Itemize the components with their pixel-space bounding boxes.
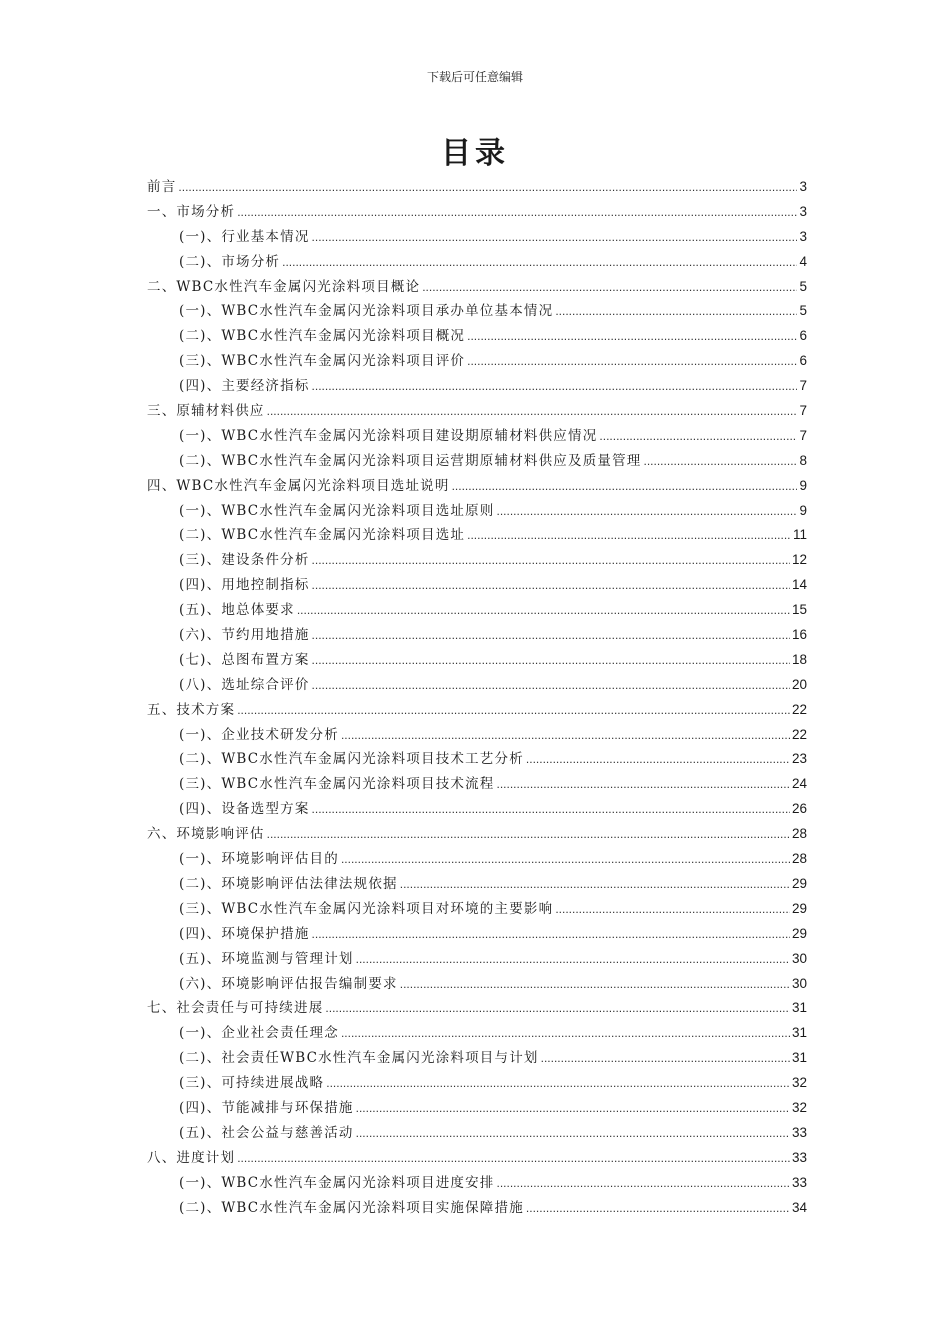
toc-entry-label: (二)、市场分析 <box>179 253 281 270</box>
toc-entry-page: 8 <box>799 452 807 468</box>
toc-entry-page: 31 <box>791 1025 807 1041</box>
dot-leader <box>237 205 797 219</box>
toc-entry-page: 5 <box>799 278 807 294</box>
dot-leader <box>312 379 798 393</box>
dot-leader <box>312 927 790 941</box>
toc-entry-page: 9 <box>799 502 807 518</box>
dot-leader <box>267 404 798 418</box>
toc-entry[interactable] <box>147 175 807 200</box>
toc-entry[interactable] <box>147 723 807 748</box>
dot-leader <box>178 180 797 194</box>
toc-entry[interactable] <box>147 523 807 548</box>
dot-leader <box>452 479 798 493</box>
toc-entry-label: (一)、企业社会责任理念 <box>179 1025 339 1042</box>
dot-leader <box>341 728 790 742</box>
dot-leader <box>237 703 790 717</box>
toc-entry-page: 18 <box>791 651 807 667</box>
dot-leader <box>341 852 790 866</box>
toc-entry-page: 33 <box>791 1174 807 1190</box>
dot-leader <box>400 977 790 991</box>
toc-entry[interactable] <box>147 623 807 648</box>
dot-leader <box>267 827 790 841</box>
toc-entry-label: 六、环境影响评估 <box>147 826 265 843</box>
toc-entry[interactable] <box>147 598 807 623</box>
dot-leader <box>312 553 790 567</box>
toc-entry[interactable] <box>147 225 807 250</box>
toc-entry-label: (七)、总图布置方案 <box>179 651 310 668</box>
dot-leader <box>497 777 790 791</box>
toc-entry-page: 34 <box>791 1199 807 1215</box>
toc-entry-label: (一)、企业技术研发分析 <box>179 726 339 743</box>
toc-entry[interactable] <box>147 474 807 499</box>
toc-entry[interactable] <box>147 897 807 922</box>
toc-entry[interactable] <box>147 349 807 374</box>
toc-entry-label: 二、WBC水性汽车金属闪光涂料项目概论 <box>147 278 421 295</box>
toc-entry[interactable] <box>147 996 807 1021</box>
toc-entry-page: 20 <box>791 676 807 692</box>
toc-entry-label: (三)、WBC水性汽车金属闪光涂料项目技术流程 <box>179 776 495 793</box>
toc-entry-page: 32 <box>791 1075 807 1091</box>
toc-entry-page: 14 <box>791 577 807 593</box>
toc-entry[interactable] <box>147 250 807 275</box>
toc-entry-page: 29 <box>791 875 807 891</box>
toc-entry[interactable] <box>147 424 807 449</box>
toc-entry[interactable] <box>147 698 807 723</box>
toc-entry-page: 33 <box>791 1124 807 1140</box>
toc-entry-label: (二)、WBC水性汽车金属闪光涂料项目运营期原辅材料供应及质量管理 <box>179 452 642 469</box>
toc-entry-page: 12 <box>791 552 807 568</box>
toc-entry-page: 15 <box>791 602 807 618</box>
toc-entry-page: 3 <box>799 203 807 219</box>
toc-entry[interactable] <box>147 1121 807 1146</box>
toc-entry[interactable] <box>147 1146 807 1171</box>
toc-entry-page: 22 <box>791 701 807 717</box>
dot-leader <box>341 1026 790 1040</box>
toc-entry-page: 31 <box>791 1050 807 1066</box>
toc-entry-label: (二)、WBC水性汽车金属闪光涂料项目实施保障措施 <box>179 1199 524 1216</box>
toc-entry-page: 29 <box>791 900 807 916</box>
dot-leader <box>599 429 797 443</box>
toc-entry[interactable] <box>147 1096 807 1121</box>
dot-leader <box>422 280 797 294</box>
toc-entry-label: (一)、WBC水性汽车金属闪光涂料项目建设期原辅材料供应情况 <box>179 427 598 444</box>
toc-entry-label: (二)、社会责任WBC水性汽车金属闪光涂料项目与计划 <box>179 1050 539 1067</box>
toc-entry[interactable] <box>147 374 807 399</box>
toc-entry[interactable] <box>147 1196 807 1221</box>
dot-leader <box>312 230 798 244</box>
toc-entry-label: 八、进度计划 <box>147 1149 236 1166</box>
toc-entry[interactable] <box>147 275 807 300</box>
toc-entry-label: (一)、WBC水性汽车金属闪光涂料项目承办单位基本情况 <box>179 303 554 320</box>
toc-entry-page: 5 <box>799 303 807 319</box>
toc-entry-page: 16 <box>791 627 807 643</box>
dot-leader <box>356 952 790 966</box>
dot-leader <box>312 628 790 642</box>
toc-entry-label: (四)、环境保护措施 <box>179 925 310 942</box>
toc-entry[interactable] <box>147 573 807 598</box>
toc-entry-label: (六)、节约用地措施 <box>179 627 310 644</box>
toc-entry[interactable] <box>147 299 807 324</box>
toc-entry[interactable] <box>147 1071 807 1096</box>
toc-entry-page: 26 <box>791 801 807 817</box>
toc-entry-page: 7 <box>799 403 807 419</box>
dot-leader <box>467 329 797 343</box>
dot-leader <box>297 603 790 617</box>
toc-entry-page: 9 <box>799 477 807 493</box>
toc-entry-label: (四)、主要经济指标 <box>179 378 310 395</box>
dot-leader <box>237 1151 790 1165</box>
dot-leader <box>282 255 797 269</box>
dot-leader <box>526 1201 790 1215</box>
header-note: 下载后可任意编辑 <box>426 70 523 84</box>
toc-entry-page: 28 <box>791 851 807 867</box>
toc-entry-page: 28 <box>791 826 807 842</box>
toc-entry-page: 7 <box>799 427 807 443</box>
dot-leader <box>325 1001 790 1015</box>
toc-entry-page: 29 <box>791 925 807 941</box>
toc-entry[interactable] <box>147 797 807 822</box>
toc-entry-label: (六)、环境影响评估报告编制要求 <box>179 975 398 992</box>
toc-entry-label: (三)、可持续进展战略 <box>179 1075 325 1092</box>
toc-entry[interactable] <box>147 922 807 947</box>
toc-entry[interactable] <box>147 648 807 673</box>
toc-entry-label: (四)、设备选型方案 <box>179 801 310 818</box>
toc-entry-label: (五)、地总体要求 <box>179 602 295 619</box>
toc-entry[interactable] <box>147 449 807 474</box>
toc-entry[interactable] <box>147 673 807 698</box>
toc-entry-label: 五、技术方案 <box>147 701 236 718</box>
toc-entry-label: (八)、选址综合评价 <box>179 676 310 693</box>
toc-entry-label: 一、市场分析 <box>147 203 236 220</box>
toc-entry-label: (三)、建设条件分析 <box>179 552 310 569</box>
toc-entry[interactable] <box>147 1021 807 1046</box>
toc-entry-label: (一)、WBC水性汽车金属闪光涂料项目选址原则 <box>179 502 495 519</box>
toc-entry[interactable] <box>147 872 807 897</box>
dot-leader <box>497 1176 790 1190</box>
toc-entry-page: 31 <box>791 1000 807 1016</box>
toc-entry[interactable] <box>147 499 807 524</box>
dot-leader <box>497 504 798 518</box>
dot-leader <box>400 877 790 891</box>
toc-entry-label: (二)、WBC水性汽车金属闪光涂料项目选址 <box>179 527 466 544</box>
toc-entry[interactable] <box>147 947 807 972</box>
dot-leader <box>326 1076 790 1090</box>
toc-entry[interactable] <box>147 399 807 424</box>
toc-entry[interactable] <box>147 1171 807 1196</box>
toc-entry-label: (二)、环境影响评估法律法规依据 <box>179 875 398 892</box>
toc-entry-label: (五)、环境监测与管理计划 <box>179 950 354 967</box>
toc-entry-label: (一)、环境影响评估目的 <box>179 851 339 868</box>
toc-entry-label: 七、社会责任与可持续进展 <box>147 1000 324 1017</box>
dot-leader <box>312 578 790 592</box>
toc-entry-label: (三)、WBC水性汽车金属闪光涂料项目对环境的主要影响 <box>179 900 554 917</box>
toc-entry-page: 6 <box>799 353 807 369</box>
toc-entry-label: (二)、WBC水性汽车金属闪光涂料项目技术工艺分析 <box>179 751 524 768</box>
toc-entry-label: (二)、WBC水性汽车金属闪光涂料项目概况 <box>179 328 466 345</box>
toc-entry-label: (一)、行业基本情况 <box>179 228 310 245</box>
dot-leader <box>526 752 790 766</box>
dot-leader <box>555 304 797 318</box>
toc-entry-label: 三、原辅材料供应 <box>147 403 265 420</box>
toc-entry[interactable] <box>147 324 807 349</box>
dot-leader <box>541 1051 790 1065</box>
toc-entry-page: 7 <box>799 378 807 394</box>
toc-entry-label: (一)、WBC水性汽车金属闪光涂料项目进度安排 <box>179 1174 495 1191</box>
toc-entry-page: 6 <box>799 328 807 344</box>
toc-entry-page: 30 <box>791 975 807 991</box>
toc-entry-page: 3 <box>799 179 807 194</box>
toc-entry-label: 四、WBC水性汽车金属闪光涂料项目选址说明 <box>147 477 450 494</box>
toc-entry[interactable] <box>147 747 807 772</box>
toc-entry-label: (五)、社会公益与慈善活动 <box>179 1124 354 1141</box>
toc-entry[interactable] <box>147 548 807 573</box>
dot-leader <box>312 678 790 692</box>
dot-leader <box>356 1101 790 1115</box>
toc-entry-label: 前言 <box>147 179 177 195</box>
dot-leader <box>312 802 790 816</box>
toc-entry-page: 24 <box>791 776 807 792</box>
page-title: 目录 <box>441 136 509 171</box>
dot-leader <box>356 1126 790 1140</box>
table-of-contents <box>147 175 807 1220</box>
toc-entry[interactable] <box>147 847 807 872</box>
toc-entry-page: 23 <box>791 751 807 767</box>
toc-entry-page: 30 <box>791 950 807 966</box>
toc-entry-page: 4 <box>799 253 807 269</box>
dot-leader <box>467 528 791 542</box>
toc-entry[interactable] <box>147 972 807 997</box>
toc-entry[interactable] <box>147 772 807 797</box>
toc-entry-label: (四)、节能减排与环保措施 <box>179 1099 354 1116</box>
dot-leader <box>644 454 798 468</box>
toc-entry[interactable] <box>147 1046 807 1071</box>
dot-leader <box>312 653 790 667</box>
toc-entry[interactable] <box>147 200 807 225</box>
dot-leader <box>467 354 797 368</box>
toc-entry-page: 32 <box>791 1099 807 1115</box>
toc-entry-page: 22 <box>791 726 807 742</box>
toc-entry-page: 11 <box>792 527 807 543</box>
toc-entry[interactable] <box>147 822 807 847</box>
dot-leader <box>555 902 790 916</box>
toc-entry-page: 33 <box>791 1149 807 1165</box>
toc-entry-label: (三)、WBC水性汽车金属闪光涂料项目评价 <box>179 353 466 370</box>
toc-entry-label: (四)、用地控制指标 <box>179 577 310 594</box>
toc-entry-page: 3 <box>799 228 807 244</box>
